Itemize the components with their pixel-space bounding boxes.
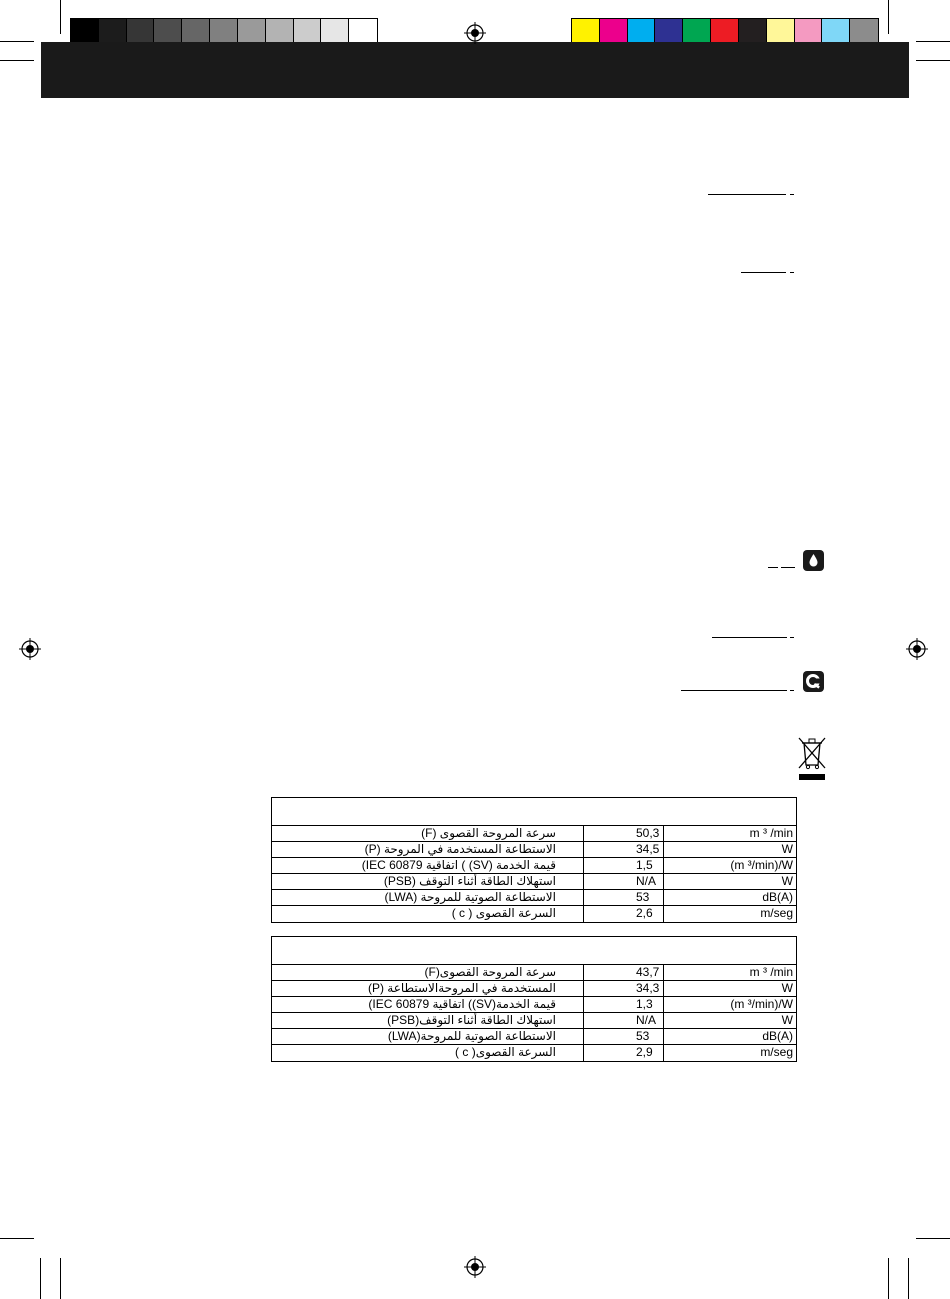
spec-label: الاستطاعة الصوتية للمروحة(LWA) — [272, 1029, 584, 1044]
spec-table-rows — [272, 826, 796, 922]
spec-value: 53 — [584, 1029, 664, 1044]
text-underline — [712, 637, 787, 638]
text-dash — [790, 272, 794, 273]
table-row — [272, 965, 796, 981]
text-underline — [708, 194, 786, 195]
crop-mark-top-left-v — [60, 0, 61, 34]
spec-value: N/A — [584, 874, 664, 889]
spec-label: السرعة القصوى ( c ) — [272, 906, 584, 922]
spec-value: 34,5 — [584, 842, 664, 857]
wrench-icon — [803, 671, 824, 692]
spec-table-header — [272, 798, 796, 826]
spec-label: سرعة المروحة القصوى(F) — [272, 965, 584, 980]
table-row — [272, 981, 796, 997]
spec-unit: m/seg — [760, 1045, 793, 1059]
registration-target-icon — [19, 638, 41, 660]
spec-unit: W — [781, 842, 793, 856]
spec-label: قيمة الخدمة (SV) ) اتفاقية 60879 IEC) — [272, 858, 584, 873]
spec-unit: W — [781, 1013, 793, 1027]
registration-target-icon — [464, 1256, 486, 1278]
spec-value: N/A — [584, 1013, 664, 1028]
spec-unit: (m ³/min)/W — [730, 858, 793, 872]
spec-label: سرعة المروحة القصوى (F) — [272, 826, 584, 841]
text-underline — [741, 272, 786, 273]
text-dash — [790, 690, 794, 691]
spec-unit: W — [781, 981, 793, 995]
table-row — [272, 826, 796, 842]
crop-mark-top-right-h2 — [916, 60, 950, 61]
header-band — [41, 42, 909, 98]
text-underline — [781, 567, 795, 568]
spec-unit: W — [781, 874, 793, 888]
crop-mark-bottom-left-v2 — [60, 1258, 61, 1299]
table-row — [272, 890, 796, 906]
table-row — [272, 1013, 796, 1029]
spec-table-1 — [271, 797, 797, 923]
crop-mark-bottom-left-h — [0, 1238, 34, 1239]
registration-target-icon — [464, 22, 486, 44]
table-row — [272, 997, 796, 1013]
text-dash — [790, 637, 794, 638]
crop-mark-top-left-h2 — [0, 60, 34, 61]
crop-mark-top-right-v — [888, 0, 889, 34]
spec-label: المستخدمة في المروحةالاستطاعة (P) — [272, 981, 584, 996]
table-row — [272, 906, 796, 922]
spec-value: 43,7 — [584, 965, 664, 980]
text-underline — [768, 567, 778, 568]
crossed-bin-icon — [796, 735, 828, 781]
spec-value: 50,3 — [584, 826, 664, 841]
text-underline — [681, 690, 787, 691]
crop-mark-bottom-right-h — [916, 1238, 950, 1239]
registration-target-icon — [906, 638, 928, 660]
spec-value: 2,9 — [584, 1045, 664, 1061]
spec-unit: m/seg — [760, 906, 793, 920]
crop-mark-bottom-left-v — [40, 1258, 41, 1299]
spec-label: الاستطاعة المستخدمة في المروحة (P) — [272, 842, 584, 857]
spec-label: قيمة الخدمة(SV)) اتفاقية 60879 IEC) — [272, 997, 584, 1012]
spec-label: الاستطاعة الصوتية للمروحة (LWA) — [272, 890, 584, 905]
spec-value: 1,5 — [584, 858, 664, 873]
crop-mark-top-right-h — [916, 41, 950, 42]
spec-unit: (m ³/min)/W — [730, 997, 793, 1011]
spec-value: 2,6 — [584, 906, 664, 922]
spec-unit: m ³ /min — [749, 826, 793, 840]
spec-table-2 — [271, 936, 797, 1062]
crop-mark-top-left-h — [0, 41, 34, 42]
spec-value: 34,3 — [584, 981, 664, 996]
spec-label: استهلاك الطاقة أثناء التوقف (PSB) — [272, 874, 584, 889]
spec-unit: dB(A) — [762, 890, 793, 904]
table-row — [272, 1045, 796, 1061]
table-row — [272, 1029, 796, 1045]
text-dash — [790, 194, 794, 195]
table-row — [272, 874, 796, 890]
spec-value: 53 — [584, 890, 664, 905]
spec-table-header — [272, 937, 796, 965]
table-row — [272, 842, 796, 858]
water-drop-icon — [803, 550, 824, 571]
crop-mark-bottom-right-v2 — [908, 1258, 909, 1299]
crop-mark-bottom-right-v — [888, 1258, 889, 1299]
spec-unit: m ³ /min — [749, 965, 793, 979]
spec-value: 1,3 — [584, 997, 664, 1012]
spec-unit: dB(A) — [762, 1029, 793, 1043]
spec-table-rows — [272, 965, 796, 1061]
table-row — [272, 858, 796, 874]
spec-label: استهلاك الطاقة أثناء التوقف(PSB) — [272, 1013, 584, 1028]
spec-label: السرعة القصوى( c ) — [272, 1045, 584, 1061]
